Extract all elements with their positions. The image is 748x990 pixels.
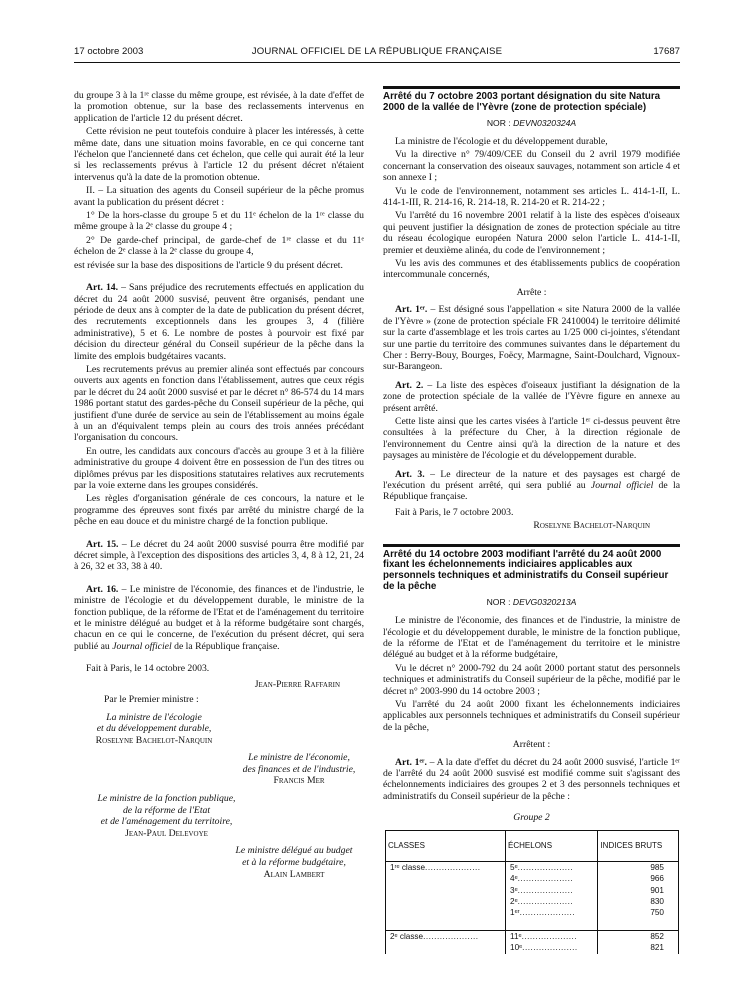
- minister-title: et du développement durable,: [96, 723, 212, 735]
- minister-title: Le ministre de la fonction publique,: [97, 793, 236, 805]
- article-label: Art. 1ᵉʳ.: [395, 304, 428, 316]
- cell-value: 1ʳᵉ classe: [390, 862, 426, 872]
- paragraph: du groupe 3 à la 1ʳᵉ classe du même groupe, est révisée, à la date d'effet de la promotion obtenue, sur la base des reclassements intervenus en application de l'article 12 du présent décret.: [74, 90, 364, 124]
- cell-value: 4ᵉ: [510, 874, 518, 884]
- journal-officiel-ref: Journal officiel: [112, 640, 172, 652]
- paragraph: est révisée sur la base des dispositions de l'article 9 du présent décret.: [74, 259, 343, 271]
- arrete-title: Arrêté du 14 octobre 2003 modifiant l'arrêté du 24 août 2000 fixant les échelonnements indiciaires applicables aux personnels techniques et administratifs du Conseil supérieur de la pêche: [383, 548, 669, 592]
- cell-value: 5ᵉ: [510, 862, 518, 872]
- table-cell: [598, 885, 679, 896]
- leader-dots: ....................: [517, 896, 574, 906]
- signature-ministre: Roselyne Bachelot-Narquin: [533, 520, 650, 532]
- table-header-row: [386, 830, 679, 861]
- table-cell: [386, 873, 506, 884]
- nor-label: NOR :: [486, 117, 514, 128]
- minister-title: de la réforme de l'Etat: [122, 804, 211, 816]
- table-cell: [598, 930, 679, 942]
- cell-value: 966: [650, 874, 664, 884]
- article-label: Art. 16.: [86, 583, 119, 595]
- table-row: [386, 930, 679, 942]
- article-text: de la République française.: [171, 640, 280, 652]
- article-text: – Le ministre de l'économie, des finances et de l'industrie, le ministre de l'écologie et du développement durable, le ministre de la fonction publique, de la réforme de l'Etat et de l'aménagement du territoire et le ministre délégué au budget et à la réforme budgétaire sont chargés, chacun en ce qui le concerne, de l'exécution du présent décret, qui sera publié au: [74, 583, 364, 652]
- article-1: [383, 304, 680, 372]
- table-cell: [386, 942, 506, 953]
- signature-economie: [224, 752, 374, 787]
- par-premier-ministre: Par le Premier ministre :: [104, 694, 199, 706]
- minister-title: et de l'aménagement du territoire,: [100, 816, 233, 828]
- article-1: [383, 757, 680, 803]
- table-cell: [386, 896, 506, 907]
- journal-title: JOURNAL OFFICIEL DE LA RÉPUBLIQUE FRANÇAISE: [251, 46, 503, 57]
- cell-value: 821: [650, 943, 664, 953]
- cell-value: 2ᵉ: [510, 896, 518, 906]
- cell-value: 10ᵉ: [510, 943, 523, 953]
- leader-dots: ....................: [425, 862, 481, 872]
- table-cell: [506, 873, 598, 884]
- signature-budget: [214, 845, 374, 880]
- paragraph: Vu la directive n° 79/409/CEE du Conseil du 2 avril 1979 modifiée concernant la conservation des oiseaux sauvages, notamment son article 4 et son annexe I ;: [383, 149, 680, 184]
- table-cell: [386, 907, 506, 918]
- article-15: [74, 539, 364, 573]
- fait-a-paris: Fait à Paris, le 14 octobre 2003.: [86, 663, 210, 675]
- signature-fonction-publique: [74, 793, 259, 839]
- minister-title: et à la réforme budgétaire,: [242, 857, 346, 869]
- paragraph: Le ministre de l'économie, des finances et de l'industrie, la ministre de l'écologie et du développement durable, le ministre de la fonction publique, de la réforme de l'Etat et de l'aménagement du territoire et le ministre délégué au budget et à la réforme budgétaire,: [383, 615, 680, 661]
- table-row: [386, 861, 679, 873]
- table-row: [386, 919, 679, 931]
- table-cell: [506, 907, 598, 918]
- paragraph: En outre, les candidats aux concours d'accès au groupe 3 et à la filière administrative du groupe 4 doivent être en possession de l'un des titres ou diplômes prévus par les dispositions statutaires relatives aux recrutements par la voie externe dans les groupes considérés.: [74, 445, 364, 491]
- table-row: [386, 873, 679, 884]
- table-cell: [506, 861, 598, 873]
- minister-title: Le ministre délégué au budget: [235, 845, 353, 857]
- article-text: – A la date d'effet du décret du 24 août 2000 susvisé, l'article 1ᵉʳ de l'arrêté du 24 août 2000 susvisé est modifié comme suit s'agissant des échelonnements indiciaires des groupes 2 et 3 des personnels techniques et administratifs du Conseil supérieur de la pêche :: [383, 756, 680, 802]
- table-cell: [386, 930, 506, 942]
- article-16: [74, 584, 364, 652]
- cell-value: 3ᵉ: [510, 885, 518, 895]
- nor-reference: [383, 118, 680, 129]
- echelons-table: [385, 830, 679, 954]
- nor-reference: [383, 597, 680, 608]
- paragraph: Cette révision ne peut toutefois conduire à placer les intéressés, à cette même date, dans une situation moins favorable, en ce qui concerne tant l'échelon que l'ancienneté dans cet échelon, que celle qui aurait été la leur si les reclassements prévus à l'article 12 du présent décret n'étaient intervenus qu'à la date de la promotion obtenue.: [74, 126, 364, 183]
- leader-dots: ....................: [522, 943, 578, 953]
- paragraph: Vu l'arrêté du 16 novembre 2001 relatif à la liste des espèces d'oiseaux qui peuvent justifier la désignation de zones de protection spéciale au titre du réseau écologique européen Natura 2000 selon l'article L. 414-1-II, premier et deuxième alinéa, du code de l'environnement ;: [383, 210, 680, 256]
- arretent-word: Arrêtent :: [512, 739, 551, 751]
- arrete-word: Arrête :: [516, 286, 547, 298]
- cell-value: 2ᵉ classe: [390, 931, 424, 941]
- arrete-title: Arrêté du 7 octobre 2003 portant désignation du site Natura 2000 de la vallée de l'Yèvre (zone de protection spéciale): [383, 91, 661, 113]
- header-date: 17 octobre 2003: [74, 46, 144, 57]
- table-cell: [506, 885, 598, 896]
- paragraph: Les règles d'organisation générale de ces concours, la nature et le programme des épreuves sont fixés par arrêté du ministre chargé de la pêche en eau douce et du ministre chargé de la fonction publique.: [74, 493, 364, 528]
- table-cell: [386, 885, 506, 896]
- signature-ecologie: [74, 712, 234, 747]
- column-header: INDICES BRUTS: [598, 830, 679, 861]
- fait-a-paris: Fait à Paris, le 7 octobre 2003.: [395, 506, 514, 518]
- article-2: [383, 380, 680, 414]
- article-text: – La liste des espèces d'oiseaux justifiant la désignation de la zone de protection spéciale de la vallée de l'Yèvre figure en annexe au présent arrêté.: [383, 379, 680, 414]
- signature-pm: Jean-Pierre Raffarin: [254, 678, 340, 690]
- cell-value: 11ᵉ: [510, 931, 522, 941]
- nor-label: NOR :: [486, 596, 513, 607]
- paragraph: Vu les avis des communes et des établissements publics de coopération intercommunale concernés,: [383, 258, 680, 281]
- table-cell: [506, 896, 598, 907]
- minister-title: La ministre de l'écologie: [106, 711, 202, 723]
- page-number: 17687: [653, 46, 680, 57]
- paragraph: Vu le code de l'environnement, notamment ses articles L. 414-1-II, L. 414-1-III, R. 214-16, R. 214-18, R. 214-20 et R. 214-22 ;: [383, 185, 680, 209]
- leader-dots: ....................: [517, 862, 574, 872]
- group-caption: Groupe 2: [513, 812, 550, 824]
- paragraph: Les recrutements prévus au premier alinéa sont effectués par concours ouverts aux agents en fonction dans l'établissement, autres que ceux régis par le décret du 24 août 2000 susvisé et par le décret n° 86-574 du 14 mars 1986 portant statut des gardes-pêche du Conseil supérieur de la pêche, qui justifient d'une durée de service au sein de l'établissement au moins égale à un an d'équivalent temps plein au cours des trois années précédant l'organisation du concours.: [74, 363, 364, 444]
- paragraph: 2° De garde-chef principal, de garde-chef de 1ʳᵉ classe et du 11ᵉ échelon de 2ᵉ classe à la 2ᵉ classe du groupe 4,: [74, 234, 364, 258]
- article-label: Art. 3.: [395, 468, 425, 480]
- column-header: ÉCHELONS: [506, 830, 598, 861]
- paragraph: Cette liste ainsi que les cartes visées à l'article 1ᵉʳ ci-dessus peuvent être consultées à la préfecture du Cher, à la direction régionale de l'environnement du Centre ainsi qu'à la direction de la nature et des paysages au ministère de l'écologie et du développement durable.: [383, 415, 680, 462]
- paragraph: Vu l'arrêté du 24 août 2000 fixant les échelonnements indiciaires applicables aux personnels techniques et administratifs du Conseil supérieur de la pêche,: [383, 699, 680, 733]
- cell-value: 1ᵉʳ: [510, 908, 520, 918]
- journal-officiel-ref: Journal officiel: [590, 479, 654, 491]
- minister-title: Le ministre de l'économie,: [248, 752, 350, 764]
- leader-dots: ....................: [517, 885, 574, 895]
- minister-name: Francis Mer: [273, 775, 325, 787]
- cell-value: 830: [650, 896, 664, 906]
- leader-dots: ....................: [519, 908, 576, 918]
- table-cell: [598, 873, 679, 884]
- table-cell: [598, 907, 679, 918]
- minister-name: Jean-Paul Delevoye: [125, 827, 208, 839]
- table-cell: [598, 942, 679, 953]
- article-text: de la République française.: [383, 479, 680, 503]
- article-3: [383, 469, 680, 503]
- nor-code: DEVN0320324A: [513, 117, 577, 128]
- article-label: Art. 15.: [86, 538, 119, 550]
- leader-dots: ....................: [521, 931, 578, 941]
- cell-value: 985: [650, 862, 664, 872]
- arrete-rule: [383, 544, 680, 547]
- table-row: [386, 896, 679, 907]
- table-row: [386, 885, 679, 896]
- table-cell: [506, 942, 598, 953]
- running-header: [74, 46, 680, 60]
- minister-title: des finances et de l'industrie,: [242, 763, 356, 775]
- paragraph: La ministre de l'écologie et du développement durable,: [395, 136, 608, 147]
- minister-name: Alain Lambert: [263, 868, 325, 880]
- article-text: – Le directeur de la nature et des paysages est chargé de l'exécution du présent arrêté, qui sera publié au: [383, 468, 680, 491]
- arrete-rule: [383, 86, 680, 89]
- table-cell: [598, 896, 679, 907]
- table-cell: [506, 930, 598, 942]
- paragraph: Vu le décret n° 2000-792 du 24 août 2000 portant statut des personnels techniques et administratifs du Conseil supérieur de la pêche, modifié par le décret n° 2003-990 du 14 octobre 2003 ;: [383, 662, 680, 697]
- cell-value: 901: [650, 885, 664, 895]
- table-cell: [386, 861, 506, 873]
- article-14: [74, 282, 364, 362]
- table-row: [386, 942, 679, 953]
- left-column: [74, 90, 364, 884]
- minister-name: Roselyne Bachelot-Narquin: [95, 734, 213, 746]
- article-text: – Sans préjudice des recrutements effectués en application du décret du 24 août 2000 susvisé, peuvent être organisés, pendant une période de deux ans à compter de la date de publication du présent décret, des recrutements exceptionnels dans les groupes 3, 4 (filière administrative), 5 et 6. Le nombre de postes à pourvoir est fixé par décision du directeur général du Conseil supérieur de la pêche dans la limite des emplois budgétaires vacants.: [74, 282, 364, 362]
- article-text: – Est désigné sous l'appellation « site Natura 2000 de la vallée de l'Yèvre » (zone de protection spéciale FR 2410004) le territoire délimité sur la carte d'assemblage et les trois cartes au 1/25 000 ci-jointes, s'étendant sur une partie du territoire des communes suivantes dans le département du Cher : Berry-Bouy, Bourges, Foëcy, Marmagne, Saint-Doulchard, Vignoux-sur-Barangeon.: [383, 304, 680, 373]
- leader-dots: ....................: [423, 931, 479, 941]
- column-header: CLASSES: [386, 830, 506, 861]
- table-cell: [598, 919, 679, 931]
- table-cell: [598, 861, 679, 873]
- leader-dots: ....................: [517, 874, 574, 884]
- paragraph: 1° De la hors-classe du groupe 5 et du 11ᵉ échelon de la 1ʳᵉ classe du même groupe à la 2ᵉ classe du groupe 4 ;: [74, 210, 364, 233]
- article-label: Art. 2.: [395, 379, 424, 391]
- paragraph: II. – La situation des agents du Conseil supérieur de la pêche promus avant la publication du présent décret :: [74, 185, 364, 208]
- right-column: [383, 86, 680, 954]
- table-cell: [386, 919, 506, 931]
- cell-value: 750: [650, 908, 664, 918]
- table-row: [386, 907, 679, 918]
- article-text: – Le décret du 24 août 2000 susvisé pourra être modifié par décret simple, à l'exception des dispositions des articles 3, 4, 8 à 12, 21, 24 à 26, 32 et 33, 38 à 40.: [74, 538, 364, 573]
- nor-code: DEVG0320213A: [512, 596, 577, 607]
- cell-value: 852: [650, 931, 664, 941]
- table-cell: [506, 919, 598, 931]
- article-label: Art. 1ᵉʳ.: [395, 756, 427, 768]
- article-label: Art. 14.: [86, 282, 119, 294]
- header-rule: [74, 62, 680, 63]
